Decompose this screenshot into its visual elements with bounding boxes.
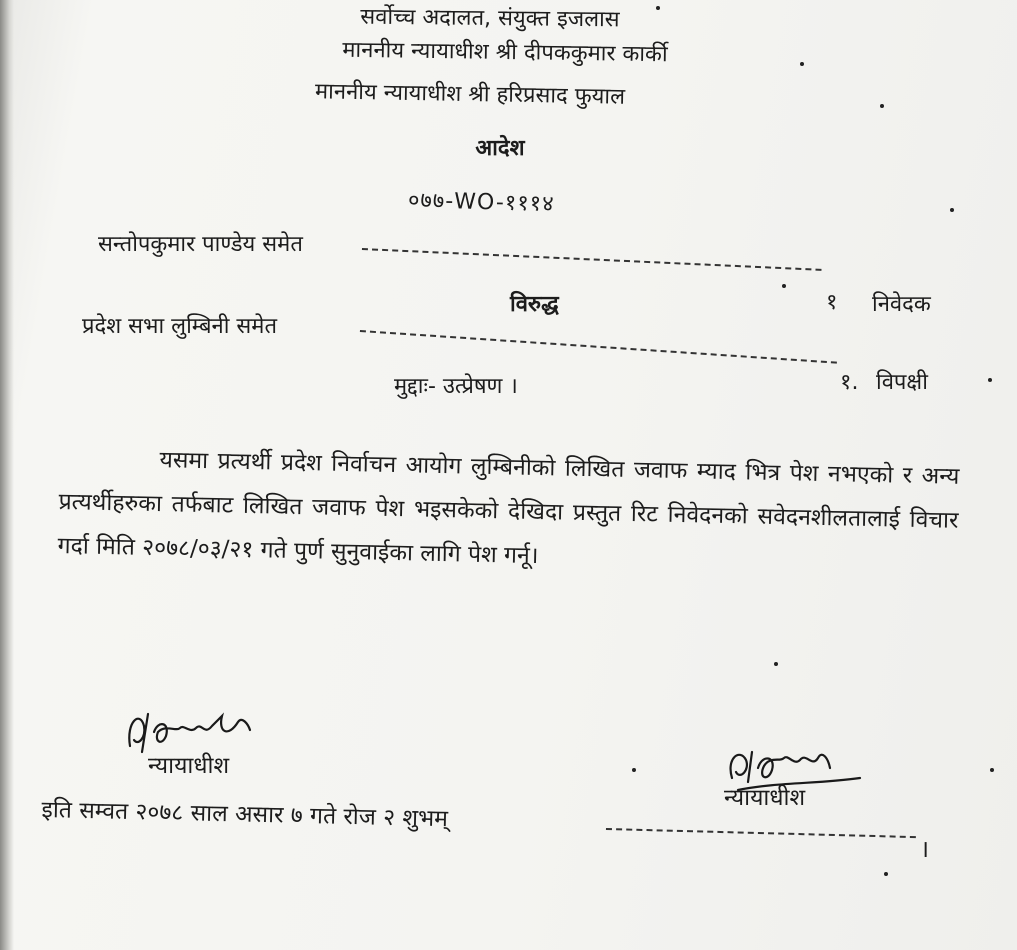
judge-one-name: माननीय न्यायाधीश श्री दीपककुमार कार्की bbox=[342, 37, 668, 68]
court-name: सर्वोच्च अदालत, संयुक्त इजलास bbox=[360, 4, 620, 33]
scan-speck bbox=[990, 768, 994, 772]
judge-two-name: माननीय न्यायाधीश श्री हरिप्रसाद फुयाल bbox=[314, 79, 626, 110]
scan-speck bbox=[800, 62, 804, 66]
case-subject: मुद्दाः- उत्प्रेषण । bbox=[394, 374, 518, 399]
scan-speck bbox=[632, 768, 636, 772]
scan-speck bbox=[782, 284, 786, 288]
scan-speck bbox=[950, 208, 954, 212]
scan-speck bbox=[884, 872, 888, 876]
petitioner-count: १ bbox=[826, 290, 838, 315]
right-signature-title: न्यायाधीश bbox=[724, 785, 806, 811]
order-body-paragraph: यसमा प्रत्यर्थी प्रदेश निर्वाचन आयोग लुम्बिनीको लिखित जवाफ म्याद भित्र पेश नभएको र अन्य प्रत्यर्थीहरुका तर्फबाट लिखित जवाफ पेश भइसकेको देखिदा प्रस्तुत रिट निवेदनको सवेदनशीलतालाई विचार गर्दा मिति २०७८/०३/२१ गते पुर्ण सुनुवाईका लागि पेश गर्नू। bbox=[57, 447, 960, 570]
respondent-count: १. bbox=[840, 370, 859, 395]
closing-dash-line bbox=[606, 828, 916, 838]
order-heading: आदेश bbox=[475, 136, 525, 161]
left-signature-title: न्यायाधीश bbox=[148, 753, 230, 779]
respondent-name: प्रदेश सभा लुम्बिनी समेत bbox=[82, 314, 277, 339]
scan-speck bbox=[774, 662, 778, 666]
petitioner-dash-line bbox=[362, 248, 822, 271]
petitioner-role: निवेदक bbox=[872, 292, 931, 317]
respondent-role: विपक्षी bbox=[876, 370, 928, 395]
scan-speck bbox=[656, 6, 660, 10]
scan-speck bbox=[988, 378, 992, 382]
closing-date-line: इति सम्वत २०७८ साल असार ७ गते रोज २ शुभम् bbox=[41, 796, 449, 833]
petitioner-name: सन्तोपकुमार पाण्डेय समेत bbox=[98, 232, 303, 257]
page-edge-shadow bbox=[0, 0, 14, 950]
versus-label: विरुद्ध bbox=[510, 292, 559, 317]
case-number: ०७७-WO-१११४ bbox=[407, 188, 555, 217]
closing-end-mark: । bbox=[920, 835, 930, 863]
scan-speck bbox=[880, 104, 884, 108]
respondent-dash-line bbox=[360, 330, 837, 364]
